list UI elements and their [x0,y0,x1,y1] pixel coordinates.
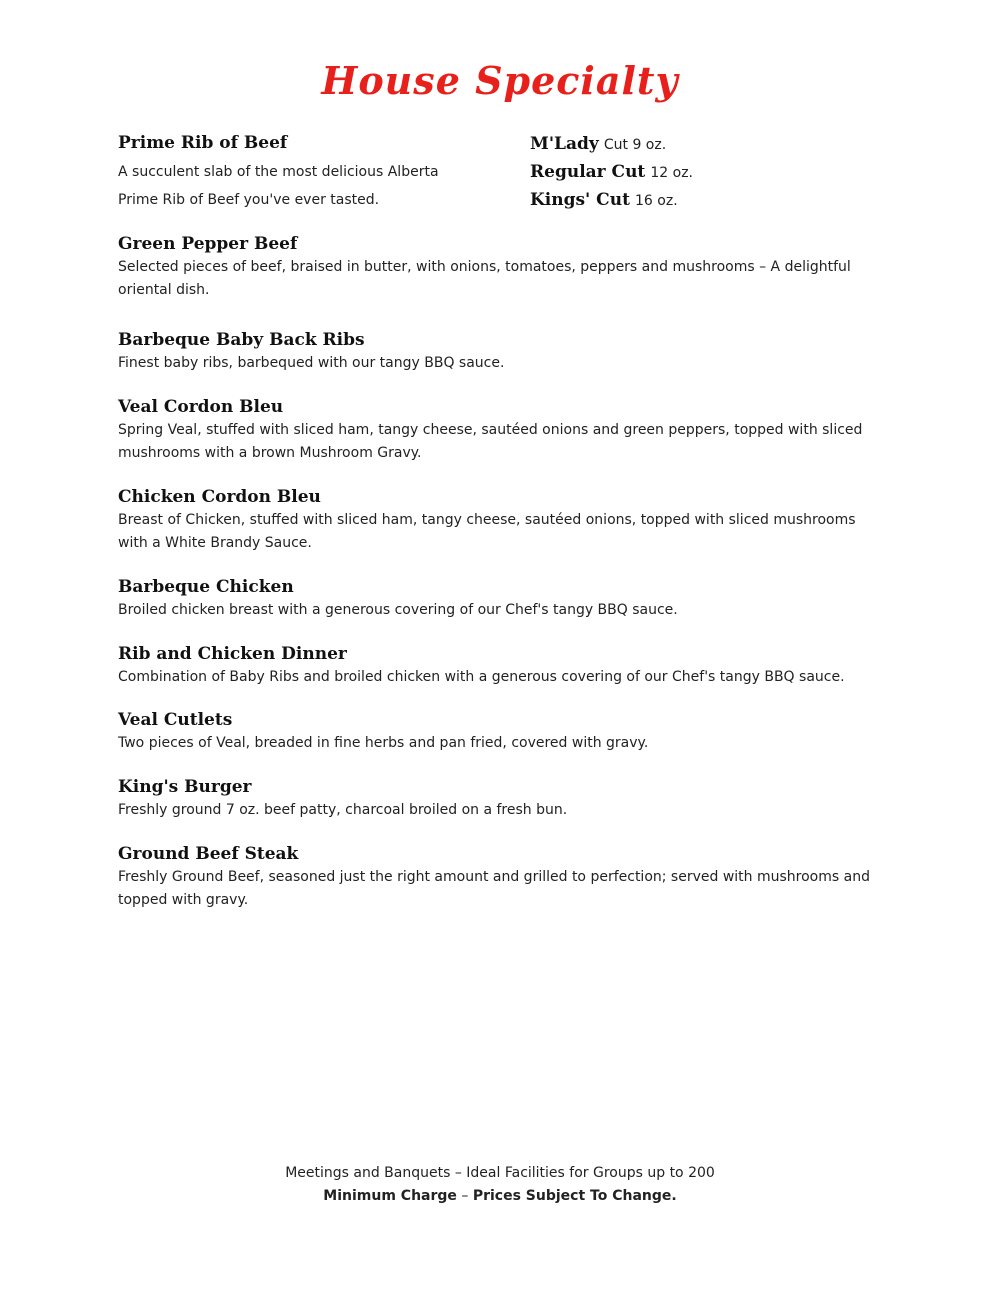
prime-rib-section [118,130,888,216]
footer-facilities-note: Meetings and Banquets – Ideal Facilities for Groups up to 200 [285,1165,715,1181]
prime-rib-cuts [530,130,830,214]
menu-item-description: Freshly Ground Beef, seasoned just the right amount and grilled to perfection; served with mushrooms and topped with gravy. [118,869,870,908]
cut-detail: 16 oz. [635,193,678,209]
menu-item [118,842,888,912]
menu-item-description: Freshly ground 7 oz. beef patty, charcoal broiled on a fresh bun. [118,802,568,818]
footer-pricing-note [0,1185,1000,1208]
menu-item-name: Ground Beef Steak [118,844,299,864]
page-title: House Specialty [321,58,679,103]
menu-item-name: Chicken Cordon Bleu [118,487,321,507]
cut-detail: 12 oz. [650,165,694,181]
minimum-charge-label: Minimum Charge [323,1188,457,1204]
cut-detail: Cut 9 oz. [603,137,667,153]
menu-item [118,485,888,555]
menu-item-description [118,158,518,214]
menu-item [118,575,888,622]
menu-item-description: Breast of Chicken, stuffed with sliced ham, tangy cheese, sautéed onions, topped with sliced mushrooms with a White Brandy Sauce. [118,512,856,551]
cut-name: Regular Cut [530,162,646,182]
menu-item [118,232,888,302]
menu-item-name: Rib and Chicken Dinner [118,644,347,664]
description-line: Prime Rib of Beef you've ever tasted. [118,192,380,208]
cut-name: Kings' Cut [530,190,630,210]
menu-item-name: Prime Rib of Beef [118,133,288,153]
menu-item [118,708,888,755]
menu-item-description: Selected pieces of beef, braised in butter, with onions, tomatoes, peppers and mushrooms – A delightful oriental dish. [118,259,851,298]
menu-item [118,328,888,375]
footer-separator: – [456,1188,473,1204]
menu-item-description: Two pieces of Veal, breaded in fine herbs and pan fried, covered with gravy. [118,735,649,751]
cut-option [530,158,830,186]
menu-item-description: Finest baby ribs, barbequed with our tangy BBQ sauce. [118,355,505,371]
cut-name: M'Lady [530,134,599,154]
menu-item [118,775,888,822]
menu-item-name: Veal Cordon Bleu [118,397,284,417]
menu-item-description: Combination of Baby Ribs and broiled chicken with a generous covering of our Chef's tangy BBQ sauce. [118,669,845,685]
prices-notice-label: Prices Subject To Change. [472,1188,677,1204]
menu-item [118,395,888,465]
prime-rib-info [118,130,518,214]
menu-item-name: Barbeque Chicken [118,577,294,597]
menu-item-name: Green Pepper Beef [118,234,298,254]
menu-item-name: Barbeque Baby Back Ribs [118,330,365,350]
menu-item-description: Spring Veal, stuffed with sliced ham, tangy cheese, sautéed onions and green peppers, topped with sliced mushrooms with a brown Mushroom Gravy. [118,422,863,461]
menu-item-name: King's Burger [118,777,252,797]
menu-content [118,130,888,908]
menu-item-description: Broiled chicken breast with a generous covering of our Chef's tangy BBQ sauce. [118,602,678,618]
menu-item-name: Veal Cutlets [118,710,233,730]
cut-option [530,186,830,214]
page-footer [0,1162,1000,1208]
menu-item [118,642,888,689]
cut-option [530,130,830,158]
description-line: A succulent slab of the most delicious Alberta [118,164,439,180]
